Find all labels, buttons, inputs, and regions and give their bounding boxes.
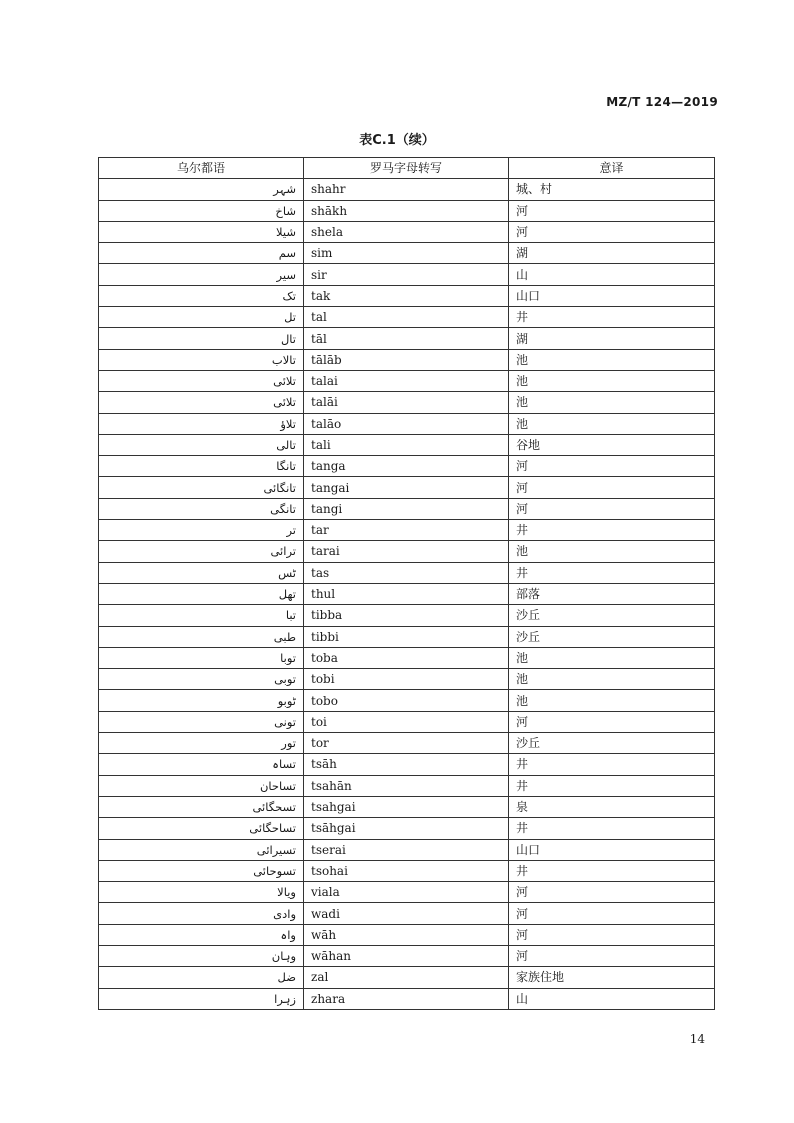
translation-cell: 谷地 [509, 434, 715, 455]
romanization-cell: tal [304, 307, 509, 328]
table-row [99, 690, 715, 711]
translation-cell: 井 [509, 818, 715, 839]
table-row [99, 179, 715, 200]
translation-cell: 河 [509, 221, 715, 242]
table-row [99, 583, 715, 604]
translation-cell: 井 [509, 520, 715, 541]
table-row [99, 967, 715, 988]
translation-cell: 井 [509, 754, 715, 775]
urdu-term-cell: ویالا [99, 882, 304, 903]
urdu-term-cell: سیر [99, 264, 304, 285]
romanization-cell: tas [304, 562, 509, 583]
table-row [99, 860, 715, 881]
romanization-cell: tsahān [304, 775, 509, 796]
table-row [99, 264, 715, 285]
romanization-cell: tālāb [304, 349, 509, 370]
table-row [99, 796, 715, 817]
translation-cell: 河 [509, 882, 715, 903]
table-row [99, 882, 715, 903]
romanization-cell: wāh [304, 924, 509, 945]
translation-cell: 井 [509, 860, 715, 881]
table-row [99, 541, 715, 562]
translation-cell: 河 [509, 200, 715, 221]
translation-cell: 沙丘 [509, 626, 715, 647]
table-row [99, 477, 715, 498]
translation-cell: 井 [509, 775, 715, 796]
romanization-cell: zal [304, 967, 509, 988]
translation-cell: 河 [509, 477, 715, 498]
standard-code: MZ/T 124—2019 [606, 95, 718, 109]
translation-cell: 池 [509, 669, 715, 690]
translation-cell: 城、村 [509, 179, 715, 200]
urdu-term-cell: تالاب [99, 349, 304, 370]
urdu-term-cell: تلائی [99, 392, 304, 413]
urdu-term-cell: تهل [99, 583, 304, 604]
urdu-term-cell: شہر [99, 179, 304, 200]
table-row [99, 434, 715, 455]
romanization-cell: toba [304, 647, 509, 668]
urdu-term-cell: تانگی [99, 498, 304, 519]
table-row [99, 285, 715, 306]
romanization-cell: tāl [304, 328, 509, 349]
translation-cell: 池 [509, 370, 715, 391]
romanization-cell: tor [304, 733, 509, 754]
urdu-term-cell: تال [99, 328, 304, 349]
terms-table [98, 157, 715, 1010]
urdu-term-cell: تانگائی [99, 477, 304, 498]
romanization-cell: tobi [304, 669, 509, 690]
romanization-cell: tangai [304, 477, 509, 498]
romanization-cell: shahr [304, 179, 509, 200]
urdu-term-cell: تلاؤ [99, 413, 304, 434]
table-row [99, 307, 715, 328]
urdu-term-cell: شاخ [99, 200, 304, 221]
romanization-cell: sim [304, 243, 509, 264]
header-urdu: 乌尔都语 [99, 158, 304, 179]
table-row [99, 775, 715, 796]
urdu-term-cell: تل [99, 307, 304, 328]
romanization-cell: talāi [304, 392, 509, 413]
translation-cell: 池 [509, 392, 715, 413]
table-row [99, 498, 715, 519]
urdu-term-cell: توبا [99, 647, 304, 668]
translation-cell: 井 [509, 307, 715, 328]
translation-cell: 池 [509, 541, 715, 562]
table-body [99, 179, 715, 1010]
table-row [99, 669, 715, 690]
urdu-term-cell: تر [99, 520, 304, 541]
table-row [99, 328, 715, 349]
romanization-cell: toi [304, 711, 509, 732]
table-caption: 表C.1（续） [359, 133, 435, 148]
romanization-cell: tsāhgai [304, 818, 509, 839]
urdu-term-cell: تسوحائی [99, 860, 304, 881]
table-row [99, 711, 715, 732]
urdu-term-cell: تلائی [99, 370, 304, 391]
romanization-cell: tali [304, 434, 509, 455]
romanization-cell: tangi [304, 498, 509, 519]
translation-cell: 山 [509, 988, 715, 1009]
romanization-cell: talai [304, 370, 509, 391]
urdu-term-cell: تور [99, 733, 304, 754]
table-row [99, 243, 715, 264]
translation-cell: 湖 [509, 328, 715, 349]
page-number: 14 [689, 1032, 705, 1046]
translation-cell: 山口 [509, 839, 715, 860]
urdu-term-cell: تبا [99, 605, 304, 626]
translation-cell: 河 [509, 456, 715, 477]
romanization-cell: shākh [304, 200, 509, 221]
urdu-term-cell: طبی [99, 626, 304, 647]
table-row [99, 647, 715, 668]
table-row [99, 754, 715, 775]
translation-cell: 泉 [509, 796, 715, 817]
urdu-term-cell: تساحان [99, 775, 304, 796]
table-row [99, 626, 715, 647]
table-row [99, 818, 715, 839]
table-row [99, 903, 715, 924]
translation-cell: 池 [509, 413, 715, 434]
urdu-term-cell: وہان [99, 945, 304, 966]
romanization-cell: shela [304, 221, 509, 242]
urdu-term-cell: تساحگائی [99, 818, 304, 839]
urdu-term-cell: تسیرائی [99, 839, 304, 860]
translation-cell: 山 [509, 264, 715, 285]
translation-cell: 池 [509, 690, 715, 711]
urdu-term-cell: تونی [99, 711, 304, 732]
translation-cell: 湖 [509, 243, 715, 264]
urdu-term-cell: تالی [99, 434, 304, 455]
table-row [99, 988, 715, 1009]
table-row [99, 349, 715, 370]
urdu-term-cell: تساہ [99, 754, 304, 775]
translation-cell: 河 [509, 498, 715, 519]
romanization-cell: zhara [304, 988, 509, 1009]
translation-cell: 河 [509, 924, 715, 945]
translation-cell: 沙丘 [509, 733, 715, 754]
translation-cell: 池 [509, 647, 715, 668]
table-row [99, 370, 715, 391]
table-row [99, 733, 715, 754]
table-row [99, 839, 715, 860]
urdu-term-cell: شیلا [99, 221, 304, 242]
romanization-cell: tanga [304, 456, 509, 477]
translation-cell: 河 [509, 711, 715, 732]
table-row [99, 562, 715, 583]
translation-cell: 家族住地 [509, 967, 715, 988]
header-translation: 意译 [509, 158, 715, 179]
urdu-term-cell: تک [99, 285, 304, 306]
table-row [99, 605, 715, 626]
urdu-term-cell: تانگا [99, 456, 304, 477]
romanization-cell: viala [304, 882, 509, 903]
table-row [99, 221, 715, 242]
romanization-cell: tak [304, 285, 509, 306]
romanization-cell: wāhan [304, 945, 509, 966]
urdu-term-cell: ترائی [99, 541, 304, 562]
urdu-term-cell: واہ [99, 924, 304, 945]
header-romanization: 罗马字母转写 [304, 158, 509, 179]
urdu-term-cell: ٹوبو [99, 690, 304, 711]
romanization-cell: sir [304, 264, 509, 285]
urdu-term-cell: ضل [99, 967, 304, 988]
translation-cell: 河 [509, 945, 715, 966]
romanization-cell: wadi [304, 903, 509, 924]
romanization-cell: tobo [304, 690, 509, 711]
romanization-cell: tar [304, 520, 509, 541]
urdu-term-cell: ٹس [99, 562, 304, 583]
romanization-cell: tsahgai [304, 796, 509, 817]
romanization-cell: tsohai [304, 860, 509, 881]
romanization-cell: tibba [304, 605, 509, 626]
table-header-row [99, 158, 715, 179]
urdu-term-cell: وادی [99, 903, 304, 924]
romanization-cell: tarai [304, 541, 509, 562]
urdu-term-cell: سم [99, 243, 304, 264]
romanization-cell: tserai [304, 839, 509, 860]
romanization-cell: thul [304, 583, 509, 604]
table-row [99, 413, 715, 434]
romanization-cell: tibbi [304, 626, 509, 647]
table-row [99, 392, 715, 413]
table-row [99, 200, 715, 221]
urdu-term-cell: زہرا [99, 988, 304, 1009]
table-row [99, 456, 715, 477]
translation-cell: 池 [509, 349, 715, 370]
romanization-cell: talāo [304, 413, 509, 434]
translation-cell: 部落 [509, 583, 715, 604]
translation-cell: 井 [509, 562, 715, 583]
urdu-term-cell: تسحگائی [99, 796, 304, 817]
translation-cell: 沙丘 [509, 605, 715, 626]
translation-cell: 河 [509, 903, 715, 924]
translation-cell: 山口 [509, 285, 715, 306]
table-row [99, 924, 715, 945]
table-row [99, 945, 715, 966]
table-row [99, 520, 715, 541]
romanization-cell: tsāh [304, 754, 509, 775]
urdu-term-cell: توبی [99, 669, 304, 690]
